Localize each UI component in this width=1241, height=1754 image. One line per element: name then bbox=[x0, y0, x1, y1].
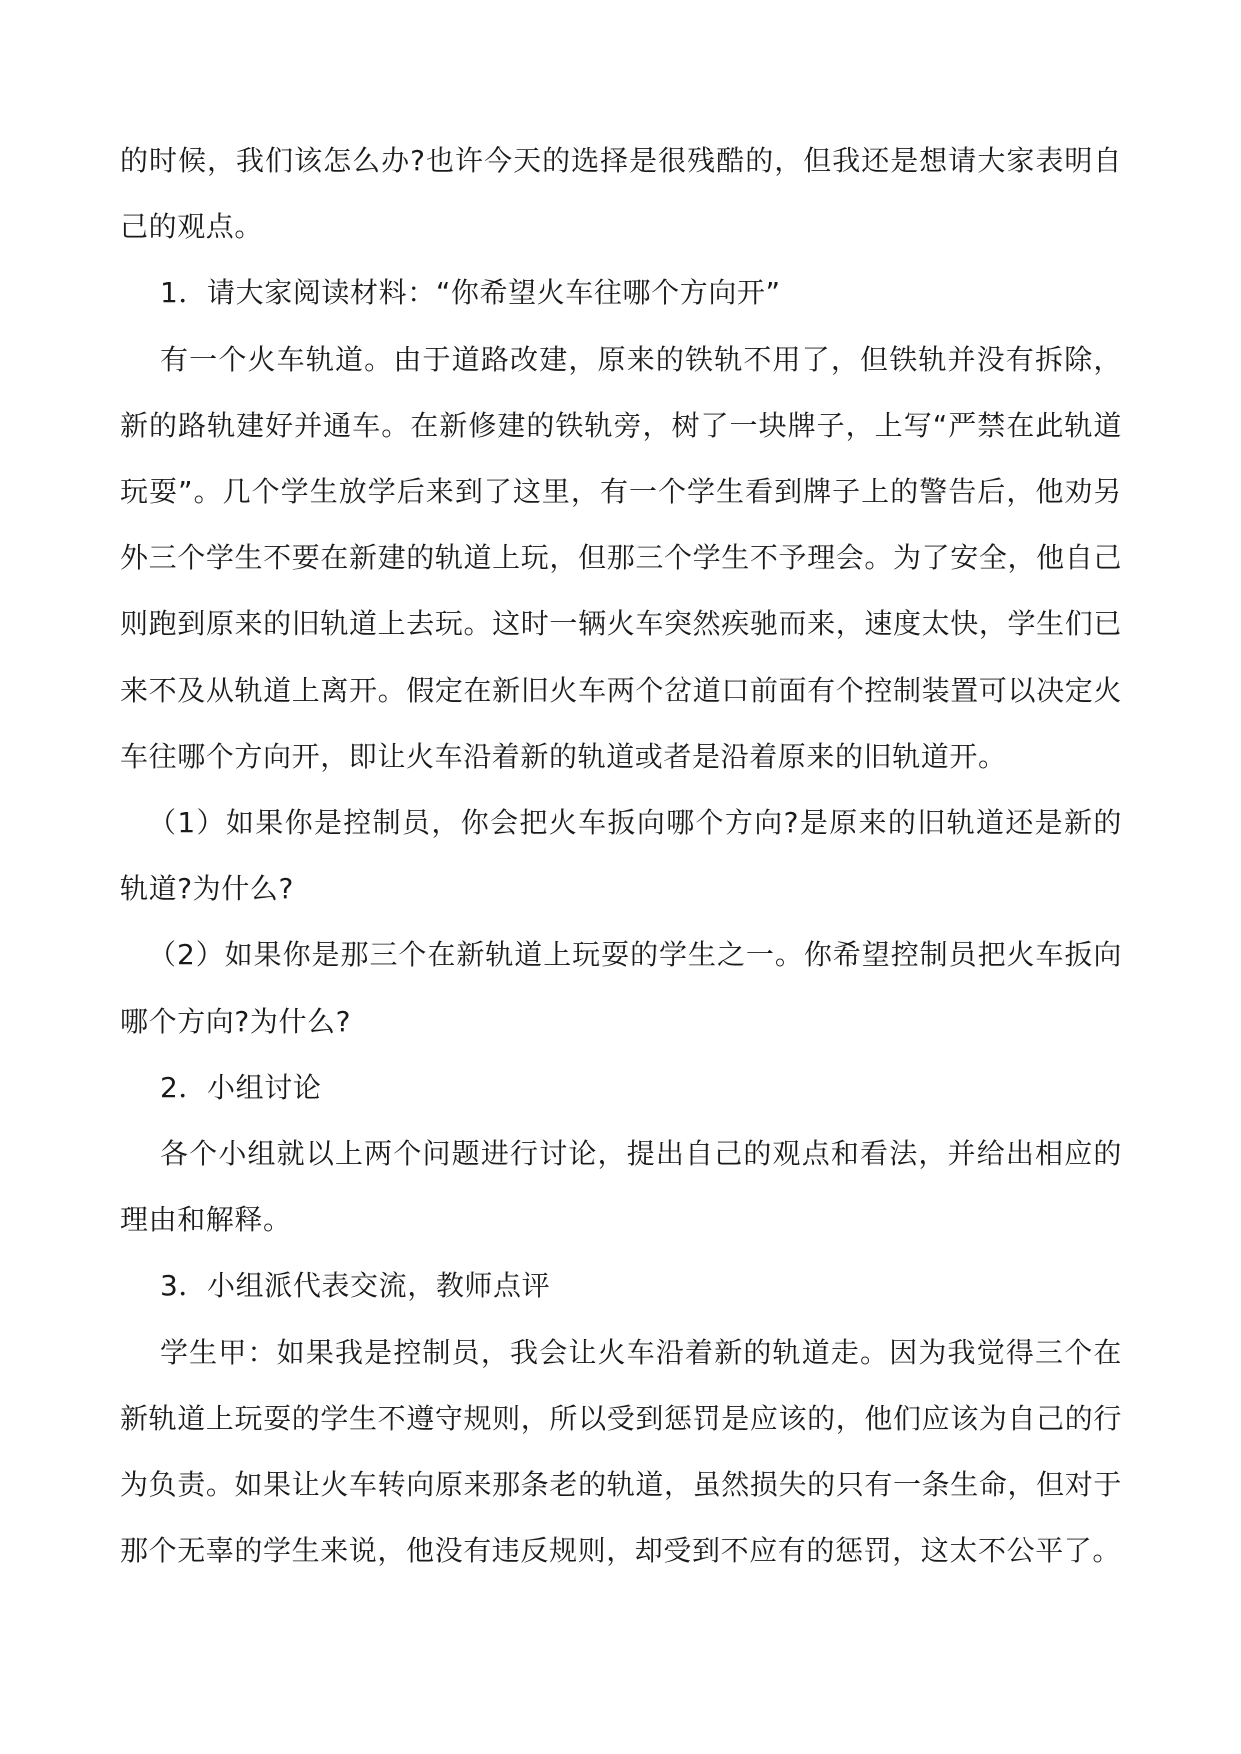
document-body bbox=[120, 128, 1122, 1584]
section-heading-3: 3．小组派代表交流，教师点评 bbox=[160, 1269, 551, 1303]
question-2: （2）如果你是那三个在新轨道上玩耍的学生之一。你希望控制员把火车扳向哪个方向?为什么? bbox=[120, 938, 1122, 1038]
section-heading-1: 1．请大家阅读材料：“你希望火车往哪个方向开” bbox=[160, 276, 781, 310]
section-heading-2: 2．小组讨论 bbox=[160, 1070, 322, 1104]
question-1: （1）如果你是控制员，你会把火车扳向哪个方向?是原来的旧轨道还是新的轨道?为什么? bbox=[120, 806, 1122, 906]
paragraph-discussion: 各个小组就以上两个问题进行讨论，提出自己的观点和看法，并给出相应的理由和解释。 bbox=[120, 1137, 1122, 1237]
paragraph-material: 有一个火车轨道。由于道路改建，原来的铁轨不用了，但铁轨并没有拆除，新的路轨建好并通车。在新修建的铁轨旁，树了一块牌子，上写“严禁在此轨道玩耍”。几个学生放学后来到了这里，有一个学生看到牌子上的警告后，他劝另外三个学生不要在新建的轨道上玩，但那三个学生不予理会。为了安全，他自己则跑到原来的旧轨道上去玩。这时一辆火车突然疾驰而来，速度太快，学生们已来不及从轨道上离开。假定在新旧火车两个岔道口前面有个控制装置可以决定火车往哪个方向开，即让火车沿着新的轨道或者是沿着原来的旧轨道开。 bbox=[120, 342, 1122, 773]
paragraph-continuation: 的时候，我们该怎么办?也许今天的选择是很残酷的，但我还是想请大家表明自己的观点。 bbox=[120, 144, 1122, 244]
paragraph-student-a: 学生甲：如果我是控制员，我会让火车沿着新的轨道走。因为我觉得三个在新轨道上玩耍的学生不遵守规则，所以受到惩罚是应该的，他们应该为自己的行为负责。如果让火车转向原来那条老的轨道，虽然损失的只有一条生命，但对于那个无辜的学生来说，他没有违反规则，却受到不应有的惩罚，这太不公平了。 bbox=[120, 1335, 1122, 1568]
